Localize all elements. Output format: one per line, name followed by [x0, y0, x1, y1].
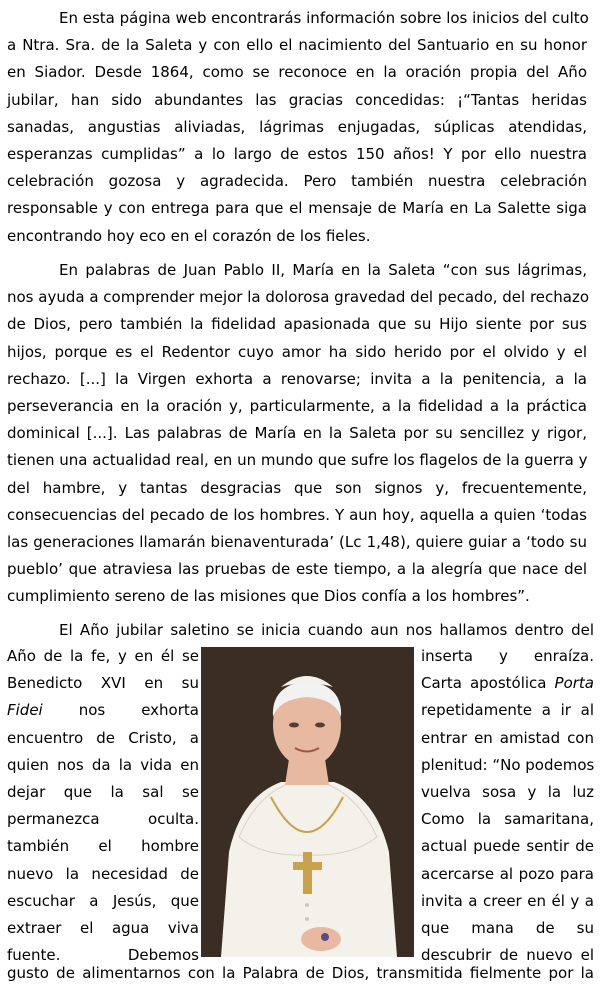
- ring: [321, 933, 329, 941]
- text-line: En esta página web encontrarás información sobre los inicios del culto: [59, 9, 589, 27]
- text-line: a Ntra. Sra. de la Saleta y con ello el nacimiento del Santuario en su honor: [7, 36, 587, 55]
- text-line: fuente. Debemos: [7, 946, 199, 965]
- paragraph-intro: [0, 5, 587, 250]
- text-line: entrar en amistad con: [421, 728, 594, 747]
- text-line: esperanzas cumplidas” a lo largo de estos 150 años! Y por ello nuestra: [7, 145, 587, 164]
- text-line: que mana de su: [421, 919, 594, 938]
- text-line: inserta y enraíza.: [421, 647, 594, 665]
- text-line: acercarse al pozo para: [421, 864, 594, 883]
- text-line: perseverancia en la oración y, particularmente, a la fidelidad a la práctica: [7, 397, 587, 416]
- text-line: rechazo. [...] la Virgen exhorta a renovarse; invita a la penitencia, a la: [7, 369, 587, 388]
- text-line: En palabras de Juan Pablo II, María en la Saleta “con sus lágrimas,: [59, 261, 587, 279]
- text-line-with-italic: Carta apostólica Porta: [421, 674, 594, 693]
- text-line: hijos, porque es el Redentor cuyo amor ha sido herido por el olvido y el: [7, 342, 587, 361]
- text-line: descubrir de nuevo el: [421, 946, 594, 965]
- clasped-hands: [301, 927, 341, 951]
- text-line: en Siador. Desde 1864, como se reconoce en la oración propia del Año: [7, 63, 587, 82]
- button: [305, 903, 309, 907]
- text-line: vuelva sosa y la luz: [421, 783, 594, 802]
- text-line: Como la samaritana,: [421, 810, 594, 829]
- text-column-left: [7, 643, 199, 969]
- text-line: las generaciones llamarán bienaventurada’ (Lc 1,48), quiere guiar a ‘todo su: [7, 533, 587, 552]
- text-line: de Dios, pero también la fidelidad apasionada que su Hijo siente por sus: [7, 315, 587, 334]
- paragraph-juan-pablo: [0, 257, 590, 611]
- text-line: permanezca oculta.: [7, 810, 199, 829]
- text-column-right: [421, 643, 594, 969]
- text-line: plenitud: “No podemos: [421, 755, 595, 774]
- text-line: nuevo la necesidad de: [7, 864, 199, 883]
- text-line: Benedicto XVI en su: [7, 674, 199, 693]
- text-line: del hambre, y tantas desgracias que son signos y, frecuentemente,: [7, 478, 587, 497]
- text-line: Año de la fe, y en él se: [7, 647, 199, 665]
- text-line: también el hombre: [7, 837, 199, 856]
- text-line: responsable y con entrega para que el mensaje de María en La Salette siga: [7, 199, 587, 218]
- button: [305, 917, 309, 921]
- text-line: nos ayuda a comprender mejor la dolorosa gravedad del pecado, del rechazo: [7, 288, 590, 307]
- text-line: celebración gozosa y agradecida. Pero también nuestra celebración: [7, 172, 587, 191]
- text-line: encontrando hoy eco en el corazón de los fieles.: [7, 226, 371, 245]
- text-line: dejar que la sal se: [7, 783, 199, 802]
- left-eye: [289, 723, 299, 728]
- pectoral-cross-horizontal: [293, 862, 322, 870]
- text-line: tienen una actualidad real, en un mundo que sufre los flagelos de la guerra y: [7, 451, 588, 470]
- pectoral-cross-vertical: [303, 852, 312, 894]
- text-line: cumplimiento sereno de las misiones que Dios confía a los hombres”.: [7, 587, 530, 606]
- text-line: invita a creer en él y a: [421, 891, 594, 910]
- text-line: escuchar a Jesús, que: [7, 891, 199, 910]
- paragraph-jubilar-first-line: El Año jubilar saletino se inicia cuando aun nos hallamos dentro del: [59, 621, 594, 639]
- italic-word: Porta: [554, 674, 594, 693]
- text-line: actual puede sentir de: [421, 837, 594, 856]
- text-line: consecuencias del pecado de los hombres. Y aun hoy, aquella a quien ‘todas: [7, 505, 587, 524]
- text-line: encuentro de Cristo, a: [7, 728, 199, 747]
- text-line: sanadas, angustias aliviadas, lágrimas enjugadas, súplicas atendidas,: [7, 117, 587, 136]
- right-eye: [315, 723, 325, 728]
- text-line: extraer el agua viva: [7, 919, 199, 938]
- text-line-with-italic: Fidei nos exhorta: [7, 701, 199, 720]
- portrait-image: [201, 647, 414, 957]
- pope-portrait-photo: [201, 647, 414, 957]
- text-line: pueblo’ que atraviesa las pruebas de este tiempo, a la alegría que nace del: [7, 560, 587, 579]
- text-line: repetidamente a ir al: [421, 701, 594, 720]
- text-line: jubilar, han sido abundantes las gracias concedidas: ¡“Tantas heridas: [7, 90, 587, 109]
- paragraph-jubilar-last-line: gusto de alimentarnos con la Palabra de Dios, transmitida fielmente por la: [7, 964, 594, 982]
- italic-word: Fidei: [7, 701, 43, 720]
- text-line: quien nos da la vida en: [7, 755, 199, 774]
- text-line: dominical [...]. Las palabras de María en la Saleta por su sencillez y rigor,: [7, 424, 587, 443]
